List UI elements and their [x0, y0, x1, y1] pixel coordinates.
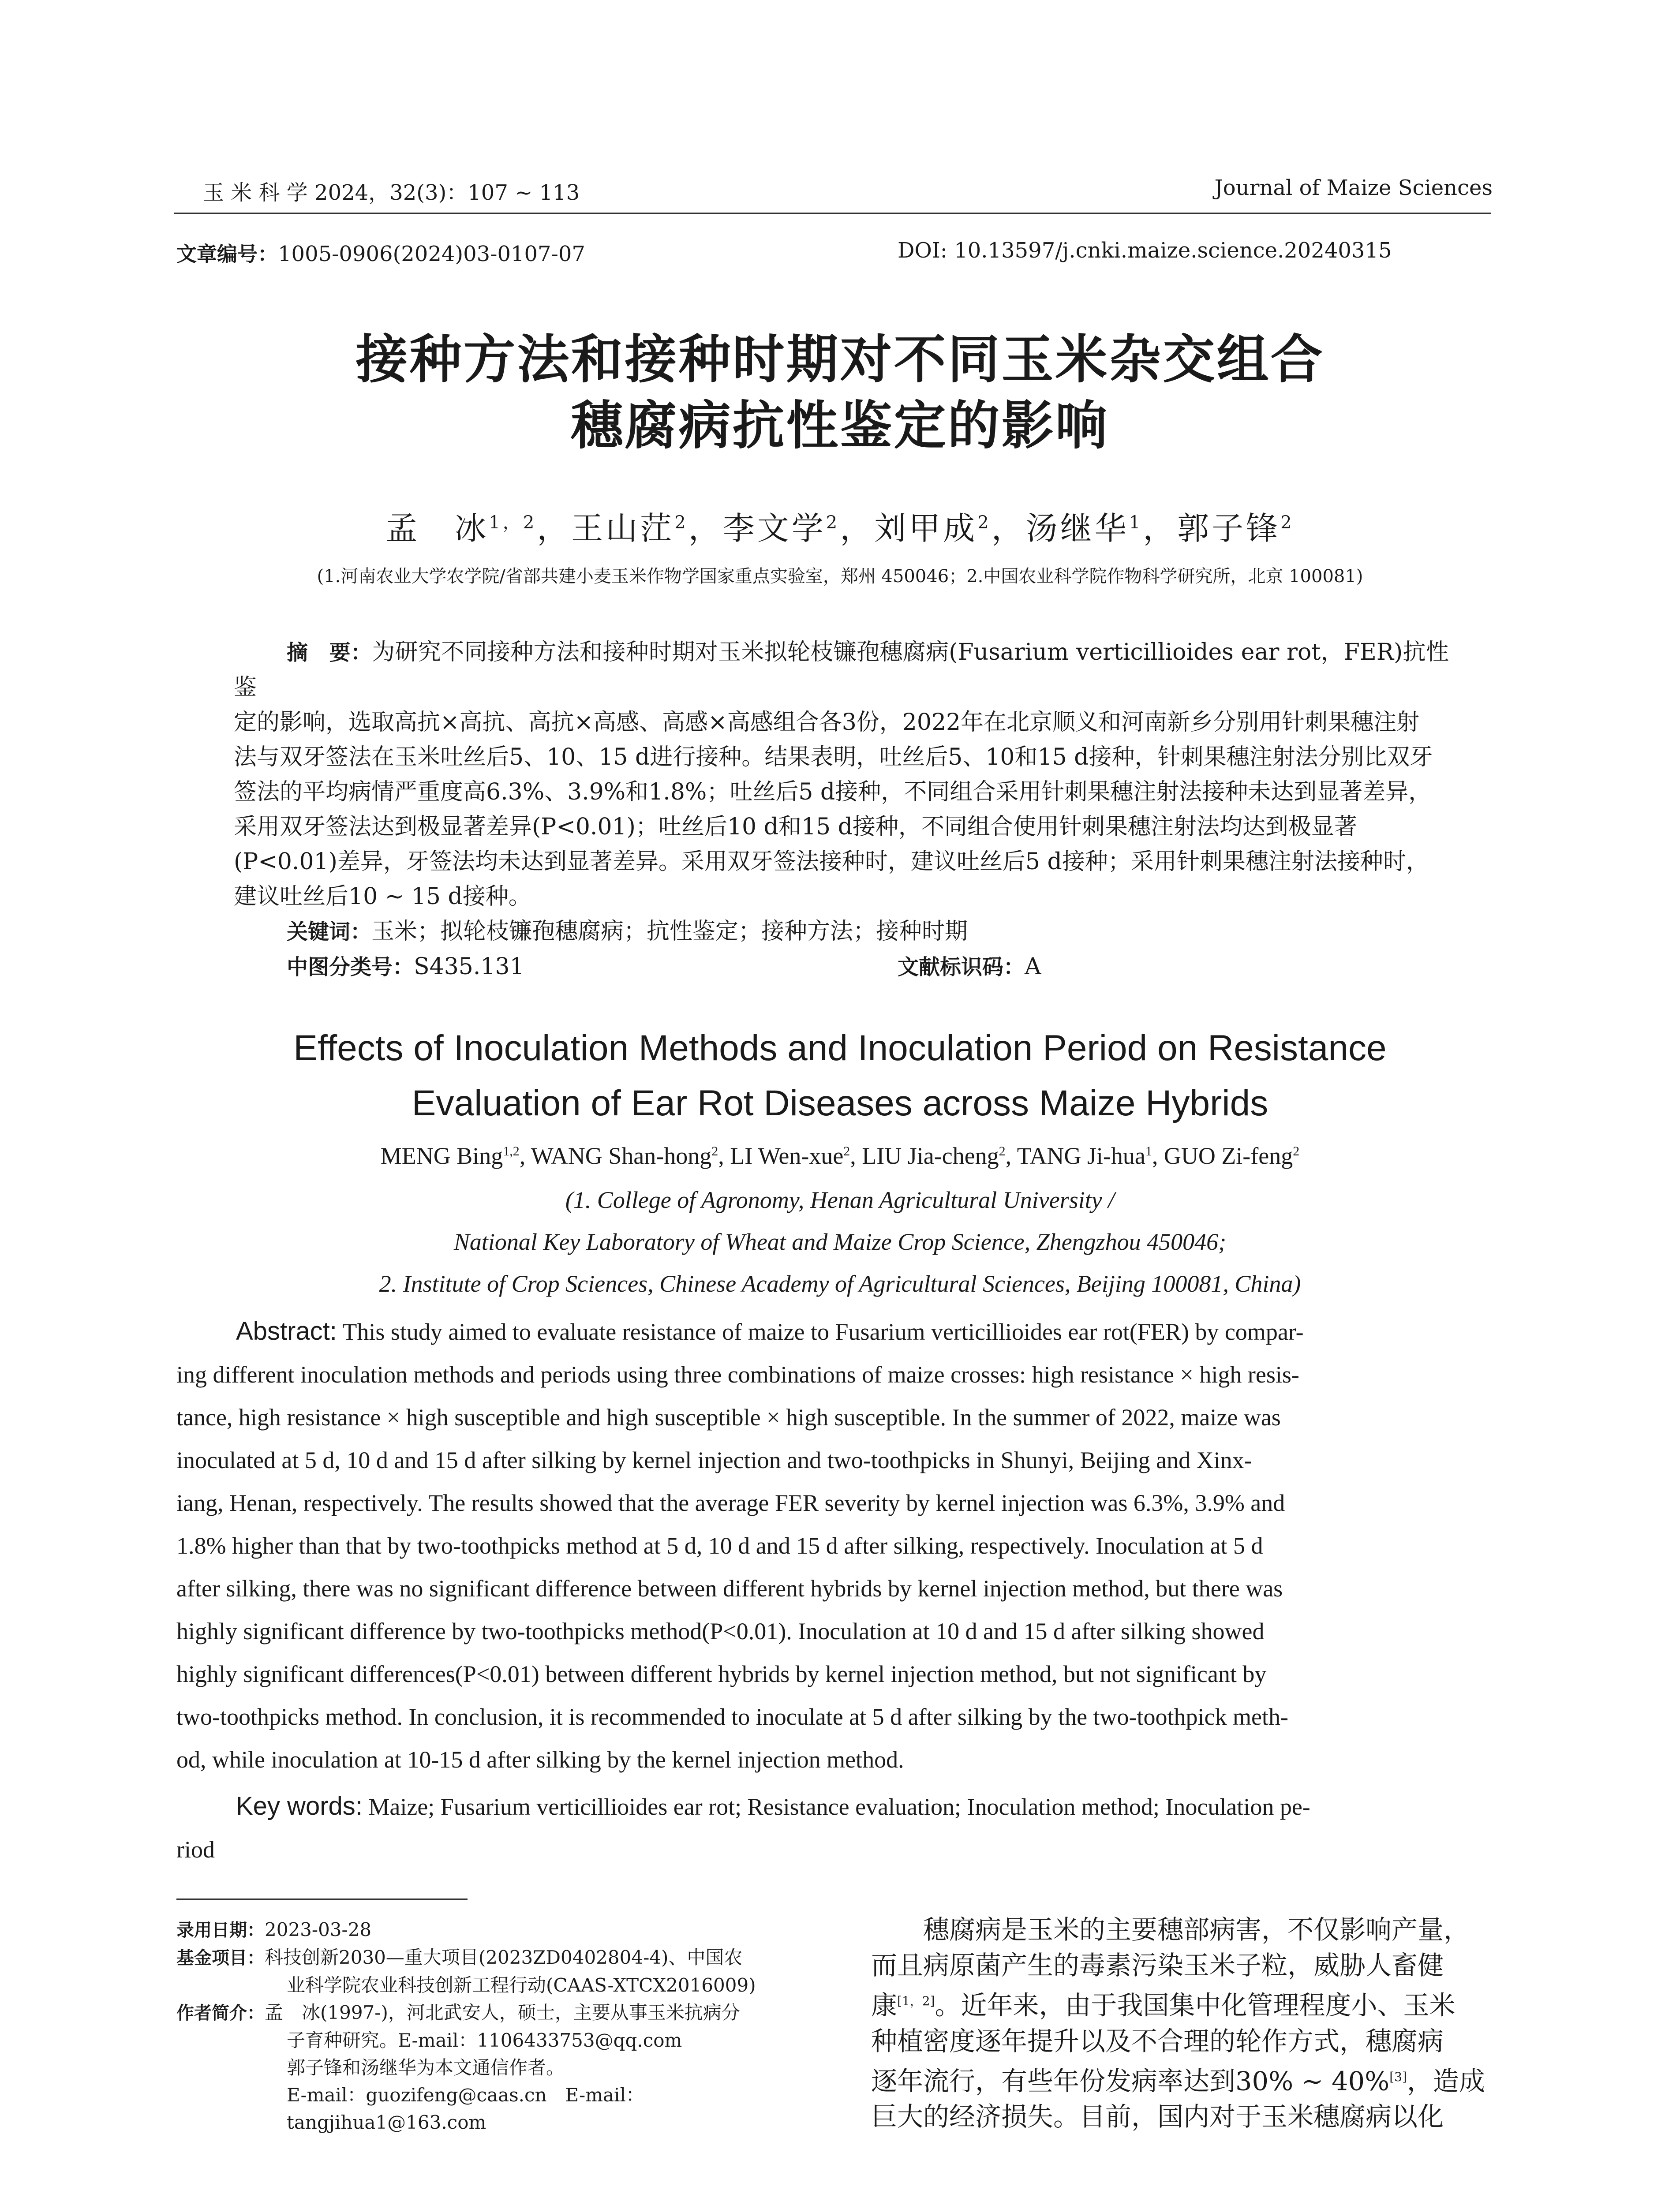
- abstract-cn-line-5: 采用双牙签法达到极显著差异(P<0.01)；吐丝后10 d和15 d接种，不同组合使用针刺果穗注射法均达到极显著: [234, 814, 1357, 840]
- abstract-cn: [234, 635, 1449, 985]
- authors-en: [0, 1142, 1680, 1170]
- author-line3: 郭子锋和汤继华为本文通信作者。: [287, 2057, 565, 2078]
- doi: DOI: 10.13597/j.cnki.maize.science.20240315: [898, 238, 1392, 263]
- title-en-line2: Evaluation of Ear Rot Diseases across Maize Hybrids: [412, 1083, 1268, 1123]
- author-line4: E-mail：guozifeng@caas.cn E-mail：tangjihua1@163.com: [287, 2084, 644, 2133]
- body-line-5b: ，造成: [1407, 2066, 1485, 2097]
- author-en-5: , TANG Ji-hua: [1005, 1143, 1145, 1169]
- fund-label: 基金项目：: [176, 1948, 265, 1968]
- author-label: 作者简介：: [176, 2003, 265, 2023]
- abstract-cn-label: 摘 要：: [287, 640, 372, 665]
- keywords-cn: [234, 914, 1449, 949]
- abstract-en-line-10: two-toothpicks method. In conclusion, it is recommended to inoculate at 5 d after silking by the two-toothpick meth-: [176, 1704, 1288, 1730]
- footnotes: [176, 1916, 829, 2136]
- fund-line1: 科技创新2030—重大项目(2023ZD0402804-4)、中国农: [265, 1947, 743, 1968]
- title-en-line1: Effects of Inoculation Methods and Inoculation Period on Resistance: [293, 1028, 1387, 1068]
- classification-row: [234, 949, 1449, 985]
- affiliation-en-line1: (1. College of Agronomy, Henan Agricultural University /: [565, 1187, 1115, 1213]
- keywords-en-line-2: riod: [176, 1836, 215, 1863]
- author-row: [176, 1999, 829, 2027]
- author-cn-1-sup: 1，2: [489, 512, 537, 533]
- abstract-cn-line-3: 法与双牙签法在玉米吐丝后5、10、15 d进行接种。结果表明，吐丝后5、10和15 d接种，针刺果穗注射法分别比双牙: [234, 744, 1433, 770]
- author-en-1-sup: 1,2: [503, 1144, 520, 1159]
- author-cn-6: ，郭子锋: [1143, 510, 1281, 547]
- authors-cn: [0, 503, 1680, 549]
- received-row: [176, 1916, 829, 1944]
- received-label: 录用日期：: [176, 1920, 265, 1940]
- author-cn-2: ，王山茳: [537, 510, 675, 547]
- abstract-cn-line: [234, 635, 1449, 705]
- author-line2: 子育种研究。E-mail：1106433753@qq.com: [287, 2029, 682, 2051]
- keywords-cn-value: 玉米；拟轮枝镰孢穗腐病；抗性鉴定；接种方法；接种时期: [371, 918, 968, 945]
- abstract-en-label: Abstract:: [236, 1317, 337, 1345]
- abstract-cn-line-1: 为研究不同接种方法和接种时期对玉米拟轮枝镰孢穗腐病(Fusarium verticillioides ear rot，FER)抗性鉴: [234, 639, 1449, 701]
- abstract-en-line-2: ing different inoculation methods and periods using three combinations of maize crosses: high resistance × high resis-: [176, 1361, 1299, 1388]
- abstract-en-line-11: od, while inoculation at 10-15 d after silking by the kernel injection method.: [176, 1746, 904, 1773]
- author-en-6-sup: 2: [1293, 1144, 1300, 1159]
- author-en-2: , WANG Shan-hong: [519, 1143, 712, 1169]
- author-cn-4-sup: 2: [977, 512, 992, 533]
- body-line-3b: 。近年来，由于我国集中化管理程度小、玉米: [935, 1990, 1456, 2021]
- title-cn-line2: 穗腐病抗性鉴定的影响: [571, 395, 1109, 456]
- body-line-3a: 康: [871, 1990, 898, 2021]
- abstract-en-line-7: after silking, there was no significant difference between different hybrids by kernel injection method, but there was: [176, 1575, 1283, 1602]
- article-number-value: 1005-0906(2024)03-0107-07: [278, 242, 585, 266]
- abstract-en-line-5: iang, Henan, respectively. The results showed that the average FER severity by kernel injection was 6.3%, 3.9% and: [176, 1490, 1285, 1516]
- abstract-en-line-8: highly significant difference by two-toothpicks method(P<0.01). Inoculation at 10 d and 15 d after silking showed: [176, 1618, 1265, 1644]
- abstract-en-line-6: 1.8% higher than that by two-toothpicks method at 5 d, 10 d and 15 d after silking, respectively. Inoculation at 5 d: [176, 1532, 1263, 1559]
- abstract-cn-line-7: 建议吐丝后10 ~ 15 d接种。: [234, 883, 531, 910]
- author-cn-4: ，刘甲成: [840, 510, 978, 547]
- journal-header-cn: 玉 米 科 学 2024，32(3)：107 ~ 113: [203, 180, 580, 205]
- citation-1-2: [1，2]: [897, 1994, 935, 2008]
- author-cn-1: 孟 冰: [385, 510, 489, 547]
- affiliation-cn: (1.河南农业大学农学院/省部共建小麦玉米作物学国家重点实验室，郑州 450046；2.中国农业科学院作物科学研究所，北京 100081): [317, 566, 1363, 587]
- body-line-5: [871, 2059, 1493, 2099]
- abstract-en-line-3: tance, high resistance × high susceptible and high susceptible × high susceptible. In the summer of 2022, maize was: [176, 1404, 1281, 1431]
- author-en-2-sup: 2: [711, 1144, 718, 1159]
- body-line-5a: 逐年流行，有些年份发病率达到30% ~ 40%: [871, 2066, 1390, 2097]
- fund-line2: 业科学院农业科技创新工程行动(CAAS-XTCX2016009): [287, 1974, 756, 1996]
- body-line-6: 巨大的经济损失。目前，国内对于玉米穗腐病以化: [871, 2101, 1444, 2132]
- author-cn-5-sup: 1: [1129, 512, 1143, 533]
- body-text: [871, 1912, 1493, 2134]
- abstract-en-line-4: inoculated at 5 d, 10 d and 15 d after silking by kernel injection and two-toothpicks in Shunyi, Beijing and Xinx-: [176, 1447, 1252, 1473]
- author-en-5-sup: 1: [1145, 1144, 1152, 1159]
- author-en-4-sup: 2: [999, 1144, 1006, 1159]
- abstract-en-line-1: [176, 1310, 1493, 1353]
- body-line-4: 种植密度逐年提升以及不合理的轮作方式，穗腐病: [871, 2026, 1444, 2056]
- author-cn-2-sup: 2: [674, 512, 688, 533]
- author-en-4: , LIU Jia-cheng: [850, 1143, 999, 1169]
- clc-value: S435.131: [414, 953, 524, 980]
- doc-code-value: A: [1025, 953, 1041, 980]
- article-number: [176, 238, 585, 267]
- citation-3: [3]: [1389, 2069, 1407, 2084]
- affiliation-en-line2: National Key Laboratory of Wheat and Maize Crop Science, Zhengzhou 450046;: [453, 1229, 1227, 1255]
- keywords-cn-label: 关键词：: [287, 919, 372, 944]
- body-line-2: 而且病原菌产生的毒素污染玉米子粒，威胁人畜健: [871, 1950, 1444, 1981]
- author-en-6: , GUO Zi-feng: [1152, 1143, 1293, 1169]
- title-cn-line1: 接种方法和接种时期对不同玉米杂交组合: [355, 329, 1325, 390]
- abstract-en-text-1: This study aimed to evaluate resistance of maize to Fusarium verticillioides ear rot(FER) by compar-: [342, 1319, 1304, 1345]
- fund-row: [176, 1944, 829, 1972]
- keywords-en-label: Key words:: [236, 1792, 363, 1820]
- keywords-en-line-1: [176, 1785, 1493, 1828]
- doc-code-label: 文献标识码：: [898, 955, 1025, 979]
- body-line-3: [871, 1983, 1493, 2023]
- journal-header-en: Journal of Maize Sciences: [1214, 176, 1493, 200]
- abstract-en-line-9: highly significant differences(P<0.01) between different hybrids by kernel injection method, but not significant by: [176, 1661, 1267, 1687]
- article-number-label: 文章编号：: [176, 242, 278, 266]
- abstract-cn-line-6: (P<0.01)差异，牙签法均未达到显著差异。采用双牙签法接种时，建议吐丝后5 d接种；采用针刺果穗注射法接种时，: [234, 848, 1429, 875]
- abstract-en: [176, 1310, 1493, 1871]
- abstract-cn-line-4: 签法的平均病情严重度高6.3%、3.9%和1.8%；吐丝后5 d接种，不同组合采用针刺果穗注射法接种未达到显著差异，: [234, 779, 1432, 805]
- header-rule: [174, 213, 1491, 214]
- author-cn-3-sup: 2: [826, 512, 840, 533]
- abstract-cn-line-2: 定的影响，选取高抗×高抗、高抗×高感、高感×高感组合各3份，2022年在北京顺义和河南新乡分别用针刺果穗注射: [234, 709, 1420, 736]
- doc-code: [898, 949, 1041, 985]
- keywords-en-text-1: Maize; Fusarium verticillioides ear rot; Resistance evaluation; Inoculation method; Inoculation pe-: [368, 1794, 1310, 1820]
- received-value: 2023-03-28: [265, 1919, 372, 1940]
- author-en-3: , LI Wen-xue: [718, 1143, 844, 1169]
- footnote-rule: [176, 1899, 468, 1900]
- author-en-1: MENG Bing: [380, 1143, 503, 1169]
- author-line1: 孟 冰(1997-)，河北武安人，硕士，主要从事玉米抗病分: [265, 2002, 740, 2023]
- author-en-3-sup: 2: [843, 1144, 850, 1159]
- body-line-1: 穗腐病是玉米的主要穗部病害，不仅影响产量，: [923, 1914, 1470, 1945]
- author-cn-3: ，李文学: [688, 510, 826, 547]
- clc-label: 中图分类号：: [287, 955, 414, 979]
- author-cn-5: ，汤继华: [991, 510, 1129, 547]
- affiliation-en-line3: 2. Institute of Crop Sciences, Chinese Academy of Agricultural Sciences, Beijing 100081, China): [379, 1271, 1301, 1297]
- author-cn-6-sup: 2: [1280, 512, 1295, 533]
